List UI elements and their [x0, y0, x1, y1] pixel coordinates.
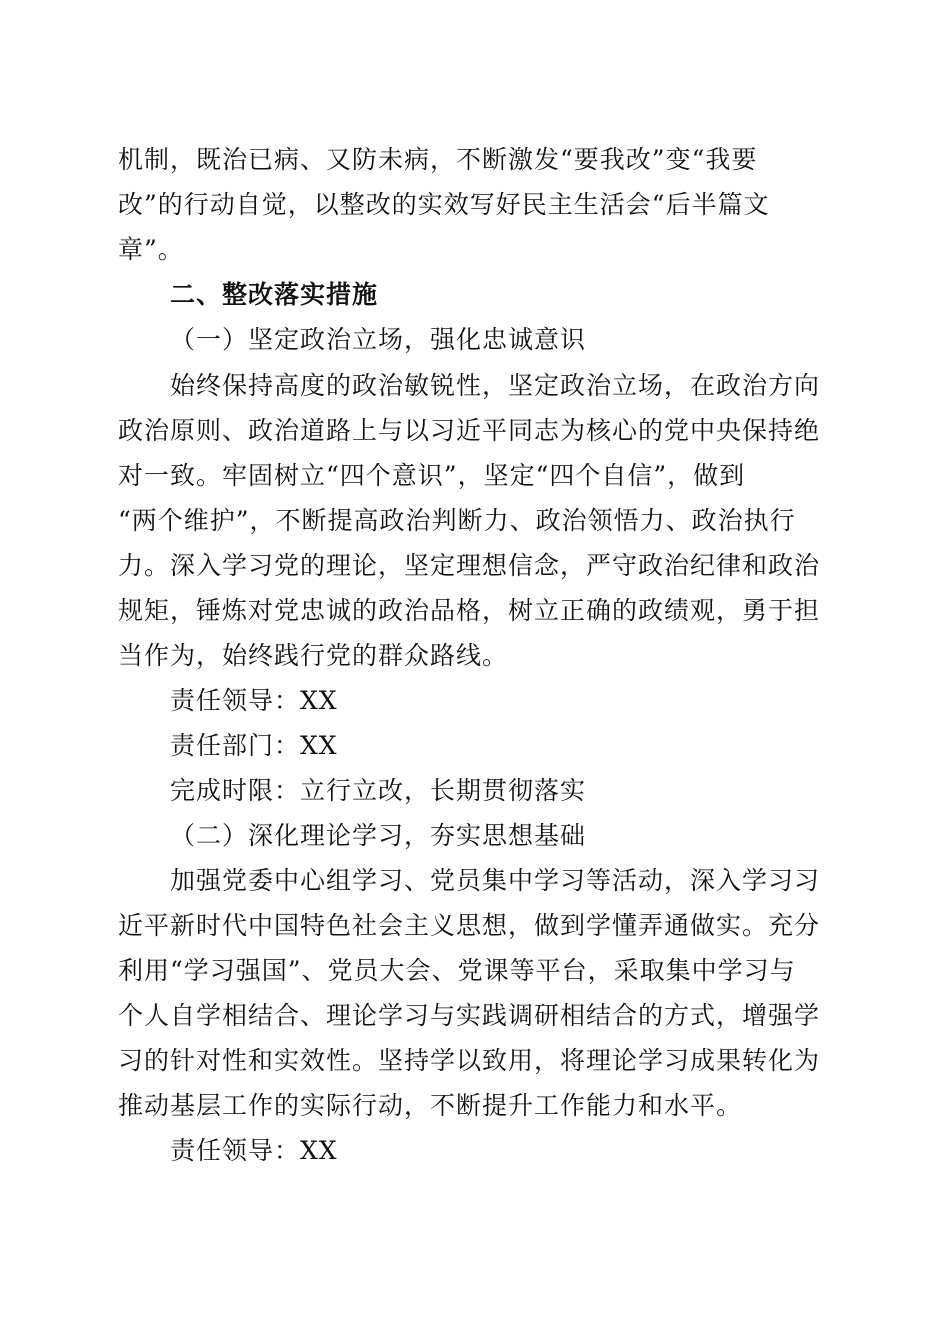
paragraph-line: 个人自学相结合、理论学习与实践调研相结合的方式，增强学	[118, 1001, 821, 1030]
subsection-heading: （二）深化理论学习，夯实思想基础	[170, 821, 587, 850]
responsible-leader: 责任领导：XX	[170, 1136, 338, 1165]
paragraph-line: 规矩，锤炼对党忠诚的政治品格，树立正确的政绩观，勇于担	[118, 596, 821, 625]
section-heading: 二、整改落实措施	[170, 280, 379, 309]
paragraph-line: 力。深入学习党的理论，坚定理想信念，严守政治纪律和政治	[118, 551, 821, 580]
subsection-heading: （一）坚定政治立场，强化忠诚意识	[170, 325, 587, 354]
paragraph-line: 机制，既治已病、又防未病，不断激发“要我改”变“我要	[118, 145, 758, 174]
paragraph-line: 近平新时代中国特色社会主义思想，做到学懂弄通做实。充分	[118, 911, 821, 940]
responsible-department: 责任部门：XX	[170, 731, 338, 760]
completion-deadline: 完成时限：立行立改，长期贯彻落实	[170, 776, 587, 805]
paragraph-line: 利用“学习强国”、党员大会、党课等平台，采取集中学习与	[118, 956, 796, 985]
paragraph-line: 政治原则、政治道路上与以习近平同志为核心的党中央保持绝	[118, 416, 821, 445]
paragraph-line: 习的针对性和实效性。坚持学以致用，将理论学习成果转化为	[118, 1046, 821, 1075]
responsible-leader: 责任领导：XX	[170, 686, 338, 715]
paragraph-line: 始终保持高度的政治敏锐性，坚定政治立场，在政治方向	[170, 371, 821, 400]
paragraph-line: 当作为，始终践行党的群众路线。	[118, 641, 509, 670]
paragraph-line: “两个维护”，不断提高政治判断力、政治领悟力、政治执行	[118, 506, 796, 535]
paragraph-line: 加强党委中心组学习、党员集中学习等活动，深入学习习	[170, 866, 821, 895]
paragraph-line: 改”的行动自觉，以整改的实效写好民主生活会“后半篇文	[118, 190, 770, 219]
paragraph-line: 章”。	[118, 235, 184, 264]
paragraph-line: 推动基层工作的实际行动，不断提升工作能力和水平。	[118, 1091, 743, 1120]
paragraph-line: 对一致。牢固树立“四个意识”，坚定“四个自信”，做到	[118, 461, 746, 490]
